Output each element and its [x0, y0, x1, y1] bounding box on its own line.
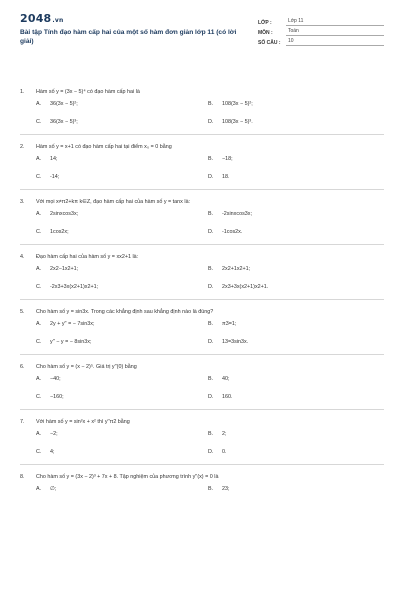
- answer-option[interactable]: [208, 375, 380, 383]
- option-text: −40;: [50, 376, 61, 382]
- option-key: D.: [208, 449, 214, 455]
- question-stem: [20, 88, 384, 96]
- option-text: −160;: [50, 394, 64, 400]
- option-key: D.: [208, 339, 214, 345]
- question-item: [20, 418, 384, 465]
- option-text: 40;: [222, 376, 230, 382]
- answer-option[interactable]: [208, 265, 380, 273]
- option-key: B.: [208, 266, 214, 272]
- answer-option[interactable]: [208, 118, 380, 126]
- option-key: D.: [208, 119, 214, 125]
- option-key: B.: [208, 211, 214, 217]
- option-text: π3=1;: [222, 321, 237, 327]
- meta-box: [258, 16, 384, 46]
- answer-option[interactable]: [208, 320, 380, 328]
- option-key: B.: [208, 156, 214, 162]
- question-number: 6.: [20, 364, 25, 370]
- option-key: A.: [36, 486, 42, 492]
- answer-option[interactable]: [208, 100, 380, 108]
- option-key: C.: [36, 394, 42, 400]
- option-text: 36(3x − 5)³;: [50, 119, 78, 125]
- answer-option[interactable]: [36, 485, 208, 493]
- answer-option[interactable]: [36, 118, 208, 126]
- option-text: -2x3+3x(x2+1)x2+1;: [50, 284, 99, 290]
- header-left: [20, 12, 250, 46]
- question-text: Với hàm số y = sin²x + x² thì y''π2 bằng: [36, 419, 130, 425]
- answer-option[interactable]: [36, 375, 208, 383]
- site-logo[interactable]: [20, 12, 250, 25]
- answer-option[interactable]: [36, 228, 208, 236]
- option-text: 2x2+1x2+1;: [222, 266, 251, 272]
- meta-value-subject: Toán: [286, 28, 384, 36]
- option-key: C.: [36, 449, 42, 455]
- option-text: 160.: [222, 394, 233, 400]
- question-text: Hàm số y = x+1 có đạo hàm cấp hai tại điểm x₀ = 0 bằng: [36, 144, 172, 150]
- meta-value-class: Lớp 11: [286, 18, 384, 26]
- answer-option[interactable]: [36, 448, 208, 456]
- logo-tld: .vn: [52, 17, 64, 24]
- option-key: D.: [208, 174, 214, 180]
- question-number: 7.: [20, 419, 25, 425]
- option-key: A.: [36, 321, 42, 327]
- question-text: Với mọi x≠π2+kπ k∈Z, đạo hàm cấp hai của hàm số y = tanx là:: [36, 199, 191, 205]
- question-number: 4.: [20, 254, 25, 260]
- answer-option[interactable]: [36, 283, 208, 291]
- question-number: 3.: [20, 199, 25, 205]
- question-stem: [20, 253, 384, 261]
- meta-row-count: [258, 36, 384, 46]
- answer-options: [20, 265, 384, 291]
- answer-option[interactable]: [208, 448, 380, 456]
- answer-options: [20, 375, 384, 401]
- option-key: C.: [36, 339, 42, 345]
- answer-option[interactable]: [36, 265, 208, 273]
- question-text: Hàm số y = (3x − 5)⁴ có đạo hàm cấp hai là: [36, 89, 140, 95]
- meta-label-subject: MÔN :: [258, 30, 273, 36]
- answer-option[interactable]: [36, 210, 208, 218]
- question-stem: [20, 418, 384, 426]
- option-text: 1cos2x;: [50, 229, 69, 235]
- option-text: 108(3x − 5)²;: [222, 101, 253, 107]
- option-text: 2sinxcos3x;: [50, 211, 79, 217]
- logo-text: 2048: [20, 12, 52, 25]
- option-key: B.: [208, 321, 214, 327]
- option-key: C.: [36, 119, 42, 125]
- option-key: D.: [208, 284, 214, 290]
- worksheet-header: [20, 12, 384, 68]
- question-stem: [20, 363, 384, 371]
- option-text: 2x2−1x2+1;: [50, 266, 79, 272]
- answer-options: [20, 320, 384, 346]
- option-key: B.: [208, 376, 214, 382]
- answer-option[interactable]: [36, 100, 208, 108]
- question-item: [20, 143, 384, 190]
- answer-option[interactable]: [36, 430, 208, 438]
- answer-options: [20, 485, 384, 493]
- answer-option[interactable]: [36, 393, 208, 401]
- option-text: −18;: [222, 156, 233, 162]
- option-text: 36(3x − 5)²;: [50, 101, 78, 107]
- answer-option[interactable]: [208, 430, 380, 438]
- question-item: [20, 88, 384, 135]
- question-text: Cho hàm số y = sin3x. Trong các khẳng định sau khẳng định nào là đúng?: [36, 309, 214, 315]
- option-text: 14;: [50, 156, 58, 162]
- question-stem: [20, 473, 384, 481]
- question-text: Cho hàm số y = (x − 2)⁵. Giá trị y''(0) bằng: [36, 364, 137, 370]
- option-key: B.: [208, 101, 214, 107]
- option-text: 2;: [222, 431, 227, 437]
- answer-option[interactable]: [208, 338, 380, 346]
- answer-option[interactable]: [36, 338, 208, 346]
- option-key: C.: [36, 284, 42, 290]
- answer-options: [20, 155, 384, 181]
- option-text: 4;: [50, 449, 55, 455]
- question-number: 1.: [20, 89, 25, 95]
- question-stem: [20, 143, 384, 151]
- option-key: B.: [208, 486, 214, 492]
- question-number: 5.: [20, 309, 25, 315]
- option-key: C.: [36, 229, 42, 235]
- meta-value-count: 10: [286, 38, 384, 46]
- answer-option[interactable]: [208, 393, 380, 401]
- option-text: -14;: [50, 174, 60, 180]
- answer-option[interactable]: [208, 283, 380, 291]
- question-stem: [20, 308, 384, 316]
- option-text: 2x3+3x(x2+1)x2+1.: [222, 284, 269, 290]
- answer-option[interactable]: [36, 320, 208, 328]
- question-number: 2.: [20, 144, 25, 150]
- question-item: [20, 198, 384, 245]
- option-key: B.: [208, 431, 214, 437]
- option-key: A.: [36, 211, 42, 217]
- option-text: y'' − y = − 8sin3x;: [50, 339, 92, 345]
- question-stem: [20, 198, 384, 206]
- option-key: A.: [36, 376, 42, 382]
- option-text: -2sinxcos3x;: [222, 211, 252, 217]
- meta-label-class: LỚP :: [258, 20, 272, 26]
- option-key: D.: [208, 229, 214, 235]
- option-text: 13=3sin3x.: [222, 339, 249, 345]
- option-key: A.: [36, 156, 42, 162]
- option-text: 0.: [222, 449, 227, 455]
- page-title: Bài tập Tính đạo hàm cấp hai của một số hàm đơn giản lớp 11 (có lời giải): [20, 29, 237, 45]
- question-list: [20, 88, 384, 501]
- option-text: 108(3x − 5)³.: [222, 119, 253, 125]
- answer-options: [20, 100, 384, 126]
- answer-option[interactable]: [208, 210, 380, 218]
- option-text: 18.: [222, 174, 230, 180]
- answer-option[interactable]: [208, 485, 380, 493]
- option-text: 23;: [222, 486, 230, 492]
- question-item: [20, 308, 384, 355]
- question-text: Đạo hàm cấp hai của hàm số y = xx2+1 là:: [36, 254, 139, 260]
- meta-row-subject: [258, 26, 384, 36]
- question-text: Cho hàm số y = (3x − 2)³ + 7x + 8. Tập nghiệm của phương trình y''(x) = 0 là: [36, 474, 219, 480]
- answer-options: [20, 430, 384, 456]
- answer-option[interactable]: [208, 228, 380, 236]
- question-number: 8.: [20, 474, 25, 480]
- answer-option[interactable]: [208, 173, 380, 181]
- option-key: A.: [36, 101, 42, 107]
- meta-row-class: [258, 16, 384, 26]
- question-item: [20, 363, 384, 410]
- answer-options: [20, 210, 384, 236]
- meta-label-count: SỐ CÂU :: [258, 40, 281, 46]
- option-key: C.: [36, 174, 42, 180]
- option-key: D.: [208, 394, 214, 400]
- option-text: −2;: [50, 431, 58, 437]
- question-item: [20, 473, 384, 501]
- option-text: -1cos2x.: [222, 229, 243, 235]
- answer-option[interactable]: [36, 173, 208, 181]
- option-text: 2y + y'' = − 7sin3x;: [50, 321, 95, 327]
- option-text: ∅;: [50, 486, 57, 492]
- question-item: [20, 253, 384, 300]
- answer-option[interactable]: [36, 155, 208, 163]
- option-key: A.: [36, 266, 42, 272]
- option-key: A.: [36, 431, 42, 437]
- answer-option[interactable]: [208, 155, 380, 163]
